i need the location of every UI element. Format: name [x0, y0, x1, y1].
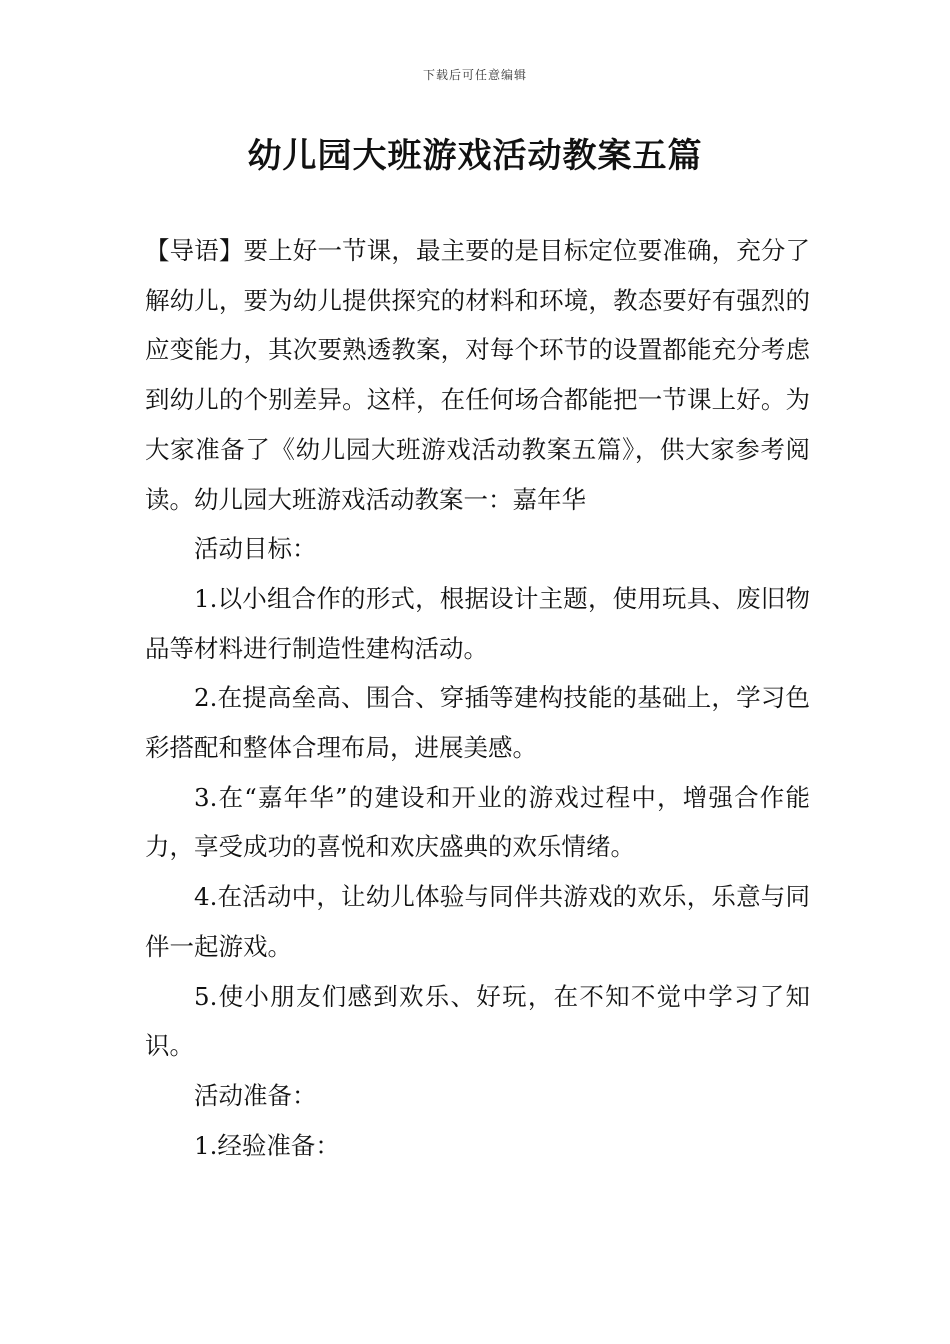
paragraph-preparation-1: 1.经验准备： [194, 1130, 340, 1160]
paragraph-intro: 【导语】要上好一节课，最主要的是目标定位要准确，充分了解幼儿，要为幼儿提供探究的材料和环境，教态要好有强烈的应变能力，其次要熟透教案，对每个环节的设置都能充分考虑到幼儿的个别差异。这样，在任何场合都能把一节课上好。为大家准备了《幼儿园大班游戏活动教案五篇》，供大家参考阅读。幼儿园大班游戏活动教案一：嘉年华 [145, 236, 810, 514]
paragraph-preparation-heading: 活动准备： [194, 1080, 317, 1110]
paragraph-goal-3: 3.在“嘉年华”的建设和开业的游戏过程中，增强合作能力，享受成功的喜悦和欢庆盛典的欢乐情绪。 [145, 782, 810, 862]
header-note: 下载后可任意编辑 [422, 68, 527, 82]
paragraph-goal-2: 2.在提高垒高、围合、穿插等建构技能的基础上，学习色彩搭配和整体合理布局，进展美感。 [145, 683, 810, 763]
document-title: 幼儿园大班游戏活动教案五篇 [247, 136, 703, 176]
paragraph-activity-goals-heading: 活动目标： [194, 534, 317, 564]
paragraph-goal-1: 1.以小组合作的形式，根据设计主题，使用玩具、废旧物品等材料进行制造性建构活动。 [145, 583, 810, 663]
paragraph-goal-5: 5.使小朋友们感到欢乐、好玩，在不知不觉中学习了知识。 [145, 981, 810, 1061]
paragraph-goal-4: 4.在活动中，让幼儿体验与同伴共游戏的欢乐，乐意与同伴一起游戏。 [145, 882, 810, 961]
document-body [145, 226, 810, 1170]
